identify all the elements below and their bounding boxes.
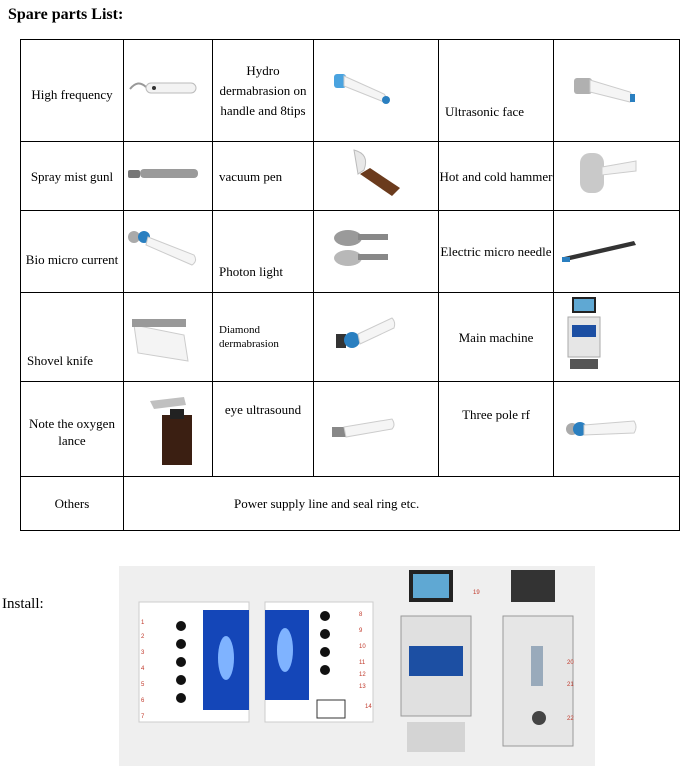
part-name-cell: Hot and cold hammer (439, 142, 554, 211)
micro-needle-pen-icon (554, 211, 680, 293)
main-machine-icon (554, 293, 680, 382)
svg-text:7: 7 (141, 714, 145, 720)
part-name-cell: Electric micro needle (439, 211, 554, 293)
table-row (21, 211, 680, 293)
shovel-knife-icon (124, 293, 213, 382)
vacuum-pen-icon (314, 142, 439, 211)
high-frequency-wand-icon (124, 40, 213, 142)
part-name-cell: vacuum pen (213, 142, 314, 211)
spray-gun-icon (124, 142, 213, 211)
part-name-cell: Shovel knife (21, 293, 124, 382)
diamond-handle-icon (314, 293, 439, 382)
svg-text:3: 3 (141, 650, 145, 656)
svg-text:9: 9 (359, 628, 363, 634)
table-row (21, 382, 680, 477)
table-row (21, 293, 680, 382)
part-name-cell: Ultrasonic face (439, 40, 554, 142)
installation-diagram (119, 566, 595, 766)
part-name-cell: Main machine (439, 293, 554, 382)
oxygen-lance-icon (124, 382, 213, 477)
table-row (21, 477, 680, 531)
svg-text:14: 14 (365, 704, 372, 710)
part-name-cell: eye ultrasound (213, 382, 314, 477)
ultrasonic-handle-icon (554, 40, 680, 142)
part-name-cell: Photon light (213, 211, 314, 293)
spare-parts-table (20, 39, 680, 531)
three-pole-rf-icon (554, 382, 680, 477)
eye-ultrasound-icon (314, 382, 439, 477)
svg-text:5: 5 (141, 682, 145, 688)
hydro-handle-icon (314, 40, 439, 142)
page-title: Spare parts List: (8, 6, 124, 23)
part-name-cell: High frequency (21, 40, 124, 142)
photon-light-icon (314, 211, 439, 293)
svg-text:4: 4 (141, 666, 145, 672)
part-name-cell: Three pole rf (439, 382, 554, 477)
part-name-cell: Bio micro current (21, 211, 124, 293)
svg-text:11: 11 (359, 660, 366, 666)
svg-text:12: 12 (359, 672, 366, 678)
table-row (21, 40, 680, 142)
others-label-cell: Others (21, 477, 124, 531)
svg-text:20: 20 (567, 660, 574, 666)
svg-text:8: 8 (359, 612, 363, 618)
svg-text:6: 6 (141, 698, 145, 704)
table-row (21, 142, 680, 211)
svg-text:21: 21 (567, 682, 574, 688)
svg-text:13: 13 (359, 684, 366, 690)
svg-text:2: 2 (141, 634, 145, 640)
svg-text:22: 22 (567, 716, 574, 722)
part-name-cell: Diamond dermabrasion (213, 293, 314, 382)
hot-cold-hammer-icon (554, 142, 680, 211)
svg-text:1: 1 (141, 620, 145, 626)
svg-text:10: 10 (359, 644, 366, 650)
part-name-cell: Hydro dermabrasion on handle and 8tips (213, 40, 314, 142)
bio-current-handle-icon (124, 211, 213, 293)
others-value-cell: Power supply line and seal ring etc. (124, 477, 680, 531)
part-name-cell: Note the oxygen lance (21, 382, 124, 477)
install-label: Install: (2, 596, 44, 612)
part-name-cell: Spray mist gunl (21, 142, 124, 211)
install-photo (119, 566, 595, 766)
svg-text:19: 19 (473, 590, 480, 596)
